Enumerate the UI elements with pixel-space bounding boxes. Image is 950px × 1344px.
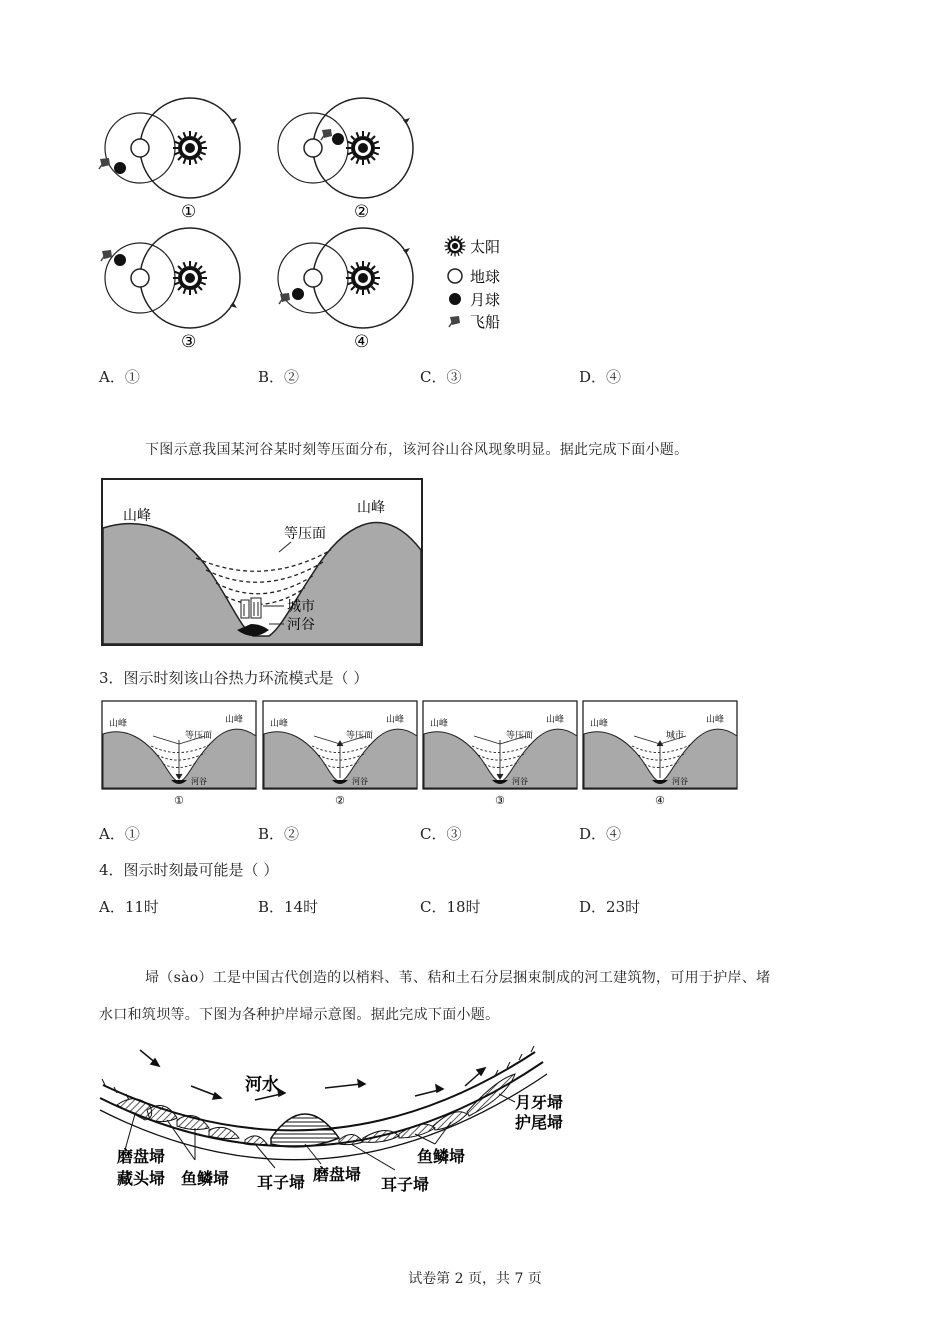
q3-panels (101, 700, 741, 812)
q3-panel-2-caption: ② (335, 794, 345, 807)
q2-option-a[interactable]: A．① (99, 368, 140, 386)
legend-spacecraft-label: 飞船 (470, 313, 501, 331)
valley-isobar-label: 等压面 (284, 526, 326, 542)
q3-panel-3-left: 山峰 (430, 719, 449, 729)
sao-label-yulin-left: 鱼鳞埽 (181, 1169, 230, 1188)
q4-option-d[interactable]: D．23时 (579, 898, 641, 916)
sao-intro-line-2: 水口和筑坝等。下图为各种护岸埽示意图。据此完成下面小题。 (99, 1007, 500, 1023)
earth-icon (448, 269, 462, 283)
spacecraft-icon (449, 316, 460, 327)
orbit-panel-2 (278, 98, 413, 198)
q3-option-a[interactable]: A．① (99, 825, 140, 843)
q3-panel-3-caption: ③ (495, 794, 505, 807)
q3-option-c[interactable]: C．③ (420, 825, 462, 843)
sao-label-mopan-left: 磨盘埽 (117, 1147, 166, 1166)
q3-panel-4-bottom: 河谷 (672, 777, 688, 786)
q3-option-b[interactable]: B．② (258, 825, 300, 843)
sao-label-yulin-right: 鱼鳞埽 (417, 1147, 466, 1166)
q3-panel-1-left: 山峰 (109, 719, 128, 729)
sao-river-label: 河水 (245, 1075, 279, 1095)
q3-panel-3-bottom: 河谷 (512, 777, 528, 786)
q4-option-c[interactable]: C．18时 (420, 898, 481, 916)
q3-panel-1-caption: ① (174, 794, 184, 807)
sao-label-cangtou: 藏头埽 (117, 1169, 166, 1188)
q3-panel-1-bottom: 河谷 (191, 777, 207, 786)
sao-label-huwei: 护尾埽 (515, 1113, 564, 1132)
valley-peak-left: 山峰 (123, 508, 151, 524)
q3-panel-2-bottom: 河谷 (352, 777, 368, 786)
q3-panel-4-caption: ④ (655, 794, 665, 807)
moon-icon (449, 293, 461, 305)
orbit-caption-2: ② (354, 202, 370, 222)
q3-panel-2-left: 山峰 (270, 719, 289, 729)
q3-panel-4[interactable] (583, 701, 737, 807)
q3-text: 3．图示时刻该山谷热力环流模式是（ ） (99, 669, 369, 687)
legend-moon-label: 月球 (470, 291, 501, 309)
legend-sun-label: 太阳 (470, 238, 501, 256)
orbit-panel-4 (278, 228, 413, 328)
page-footer: 试卷第 2 页，共 7 页 (408, 1271, 542, 1287)
valley-city-label: 城市 (287, 599, 315, 615)
sao-label-mopan-center: 磨盘埽 (313, 1165, 362, 1184)
sao-label-erzi-right: 耳子埽 (381, 1175, 430, 1194)
q4-option-a[interactable]: A．11时 (99, 898, 159, 916)
legend-earth-label: 地球 (470, 268, 501, 286)
sao-label-yueya: 月牙埽 (515, 1093, 564, 1112)
orbit-figure (95, 90, 525, 355)
q3-panel-3[interactable] (423, 701, 577, 807)
q2-option-c[interactable]: C．③ (420, 368, 462, 386)
sao-figure (95, 1040, 585, 1200)
orbit-legend (444, 235, 500, 331)
sun-icon (444, 235, 465, 256)
q3-panel-1-mid: 等压面 (185, 731, 213, 741)
q3-panel-1-right: 山峰 (225, 715, 244, 725)
valley-river-label: 河谷 (287, 617, 315, 633)
valley-peak-right: 山峰 (357, 500, 385, 516)
q3-panel-2[interactable] (263, 701, 417, 807)
q3-panel-2-mid: 等压面 (346, 731, 374, 741)
q3-panel-4-left: 山峰 (590, 719, 609, 729)
orbit-caption-4: ④ (354, 332, 370, 352)
q3-option-d[interactable]: D．④ (579, 825, 622, 843)
q2-option-b[interactable]: B．② (258, 368, 300, 386)
q3-panel-3-mid: 等压面 (506, 731, 534, 741)
sao-intro-line-1: 埽（sào）工是中国古代创造的以梢料、苇、秸和土石分层捆束制成的河工建筑物，可用于护岸、堵 (145, 970, 771, 986)
orbit-caption-3: ③ (181, 332, 197, 352)
q2-option-d[interactable]: D．④ (579, 368, 622, 386)
valley-figure (101, 478, 423, 646)
q4-text: 4．图示时刻最可能是（ ） (99, 861, 279, 879)
orbit-panel-3 (101, 228, 240, 328)
sao-label-erzi-left: 耳子埽 (257, 1173, 306, 1192)
orbit-panel-1 (99, 98, 240, 198)
q3-panel-2-right: 山峰 (386, 715, 405, 725)
city-buildings (241, 598, 261, 618)
orbit-caption-1: ① (181, 202, 197, 222)
valley-intro-text: 下图示意我国某河谷某时刻等压面分布，该河谷山谷风现象明显。据此完成下面小题。 (145, 442, 689, 458)
q4-option-b[interactable]: B．14时 (258, 898, 319, 916)
q3-panel-3-right: 山峰 (546, 715, 565, 725)
q3-panel-4-mid: 城市 (666, 731, 685, 741)
q3-panel-4-right: 山峰 (706, 715, 725, 725)
q3-panel-1[interactable] (102, 701, 256, 807)
